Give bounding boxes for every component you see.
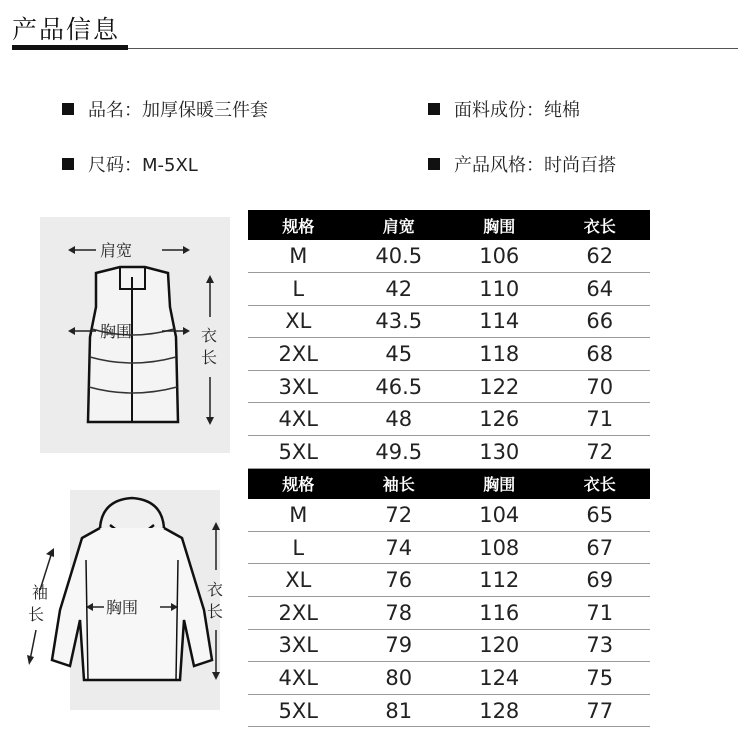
table-cell: 4XL [248, 662, 349, 695]
header-accent-bar [12, 45, 128, 50]
hoodie-length-label-top: 衣 [207, 580, 224, 599]
table-cell: 2XL [248, 596, 349, 629]
table-cell: 126 [449, 403, 550, 436]
info-product-name-text: 品名：加厚保暖三件套 [88, 100, 268, 121]
table-cell: 48 [349, 403, 450, 436]
table-cell: 5XL [248, 436, 349, 469]
table-cell: XL [248, 305, 349, 338]
hoodie-chest-label: 胸围 [106, 598, 139, 617]
hoodie-col-chest: 胸围 [449, 469, 550, 499]
vest-col-size: 规格 [248, 210, 349, 240]
table-cell: 116 [449, 596, 550, 629]
table-cell: 78 [349, 596, 450, 629]
table-cell: 108 [449, 531, 550, 564]
size-tables [248, 210, 650, 727]
vest-col-length: 衣长 [550, 210, 651, 240]
table-cell: 4XL [248, 403, 349, 436]
table-cell: 118 [449, 338, 550, 371]
table-cell: 72 [550, 436, 651, 469]
table-cell: 66 [550, 305, 651, 338]
vest-illustration [40, 217, 230, 453]
table-cell: 124 [449, 662, 550, 695]
table-row [248, 499, 650, 532]
info-style-text: 产品风格：时尚百搭 [454, 155, 616, 176]
table-row [248, 694, 650, 727]
table-cell: 71 [550, 596, 651, 629]
table-row [248, 531, 650, 564]
table-cell: 112 [449, 564, 550, 597]
table-cell: 49.5 [349, 436, 450, 469]
table-cell: 62 [550, 240, 651, 273]
table-row [248, 436, 650, 469]
table-cell: XL [248, 564, 349, 597]
info-product-name [62, 96, 268, 122]
hoodie-sleeve-label-top: 袖 [32, 583, 49, 602]
table-row [248, 240, 650, 273]
table-cell: 64 [550, 273, 651, 306]
vest-shoulder-label: 肩宽 [100, 241, 133, 260]
info-fabric [428, 96, 580, 122]
table-row [248, 273, 650, 306]
table-cell: M [248, 240, 349, 273]
table-cell: 70 [550, 370, 651, 403]
table-row [248, 370, 650, 403]
table-cell: 76 [349, 564, 450, 597]
hoodie-col-size: 规格 [248, 469, 349, 499]
info-style [428, 151, 616, 177]
table-row [248, 403, 650, 436]
table-cell: 68 [550, 338, 651, 371]
table-cell: M [248, 499, 349, 532]
table-cell: 46.5 [349, 370, 450, 403]
table-row [248, 629, 650, 662]
table-cell: 2XL [248, 338, 349, 371]
table-cell: 5XL [248, 694, 349, 727]
info-size [62, 151, 198, 177]
section-header [0, 0, 750, 50]
info-fabric-text: 面料成份：纯棉 [454, 100, 580, 121]
table-cell: L [248, 273, 349, 306]
table-row [248, 564, 650, 597]
table-cell: 45 [349, 338, 450, 371]
hoodie-length-label-bottom: 长 [207, 602, 224, 621]
hoodie-sleeve-label-bottom: 长 [28, 605, 45, 624]
table-cell: 80 [349, 662, 450, 695]
vest-length-label-top: 衣 [201, 326, 218, 345]
vest-size-table [248, 210, 650, 469]
table-cell: 69 [550, 564, 651, 597]
table-cell: 106 [449, 240, 550, 273]
vest-length-label-bottom: 长 [201, 348, 218, 367]
vest-col-shoulder: 肩宽 [349, 210, 450, 240]
table-cell: 74 [349, 531, 450, 564]
bullet-icon [62, 103, 74, 115]
hoodie-size-diagram [22, 490, 244, 710]
vest-chest-label: 胸围 [100, 322, 133, 341]
section-title: 产品信息 [12, 15, 121, 44]
bullet-icon [62, 158, 74, 170]
hoodie-col-length: 衣长 [550, 469, 651, 499]
table-row [248, 596, 650, 629]
table-cell: 42 [349, 273, 450, 306]
table-cell: 71 [550, 403, 651, 436]
hoodie-col-sleeve: 袖长 [349, 469, 450, 499]
table-cell: 72 [349, 499, 450, 532]
hoodie-illustration [22, 490, 244, 710]
hoodie-table-header-row [248, 469, 650, 499]
table-cell: 79 [349, 629, 450, 662]
info-size-text: 尺码：M-5XL [88, 155, 198, 176]
vest-col-chest: 胸围 [449, 210, 550, 240]
bullet-icon [428, 103, 440, 115]
table-cell: 110 [449, 273, 550, 306]
hoodie-size-table [248, 469, 650, 728]
table-cell: 65 [550, 499, 651, 532]
table-cell: 75 [550, 662, 651, 695]
table-cell: L [248, 531, 349, 564]
table-row [248, 338, 650, 371]
table-cell: 104 [449, 499, 550, 532]
table-cell: 40.5 [349, 240, 450, 273]
table-cell: 120 [449, 629, 550, 662]
table-cell: 130 [449, 436, 550, 469]
vest-size-diagram [40, 217, 230, 453]
table-cell: 3XL [248, 629, 349, 662]
table-cell: 114 [449, 305, 550, 338]
vest-table-header-row [248, 210, 650, 240]
table-cell: 3XL [248, 370, 349, 403]
table-row [248, 662, 650, 695]
table-cell: 73 [550, 629, 651, 662]
table-row [248, 305, 650, 338]
bullet-icon [428, 158, 440, 170]
table-cell: 128 [449, 694, 550, 727]
table-cell: 43.5 [349, 305, 450, 338]
table-cell: 81 [349, 694, 450, 727]
table-cell: 122 [449, 370, 550, 403]
table-cell: 67 [550, 531, 651, 564]
table-cell: 77 [550, 694, 651, 727]
